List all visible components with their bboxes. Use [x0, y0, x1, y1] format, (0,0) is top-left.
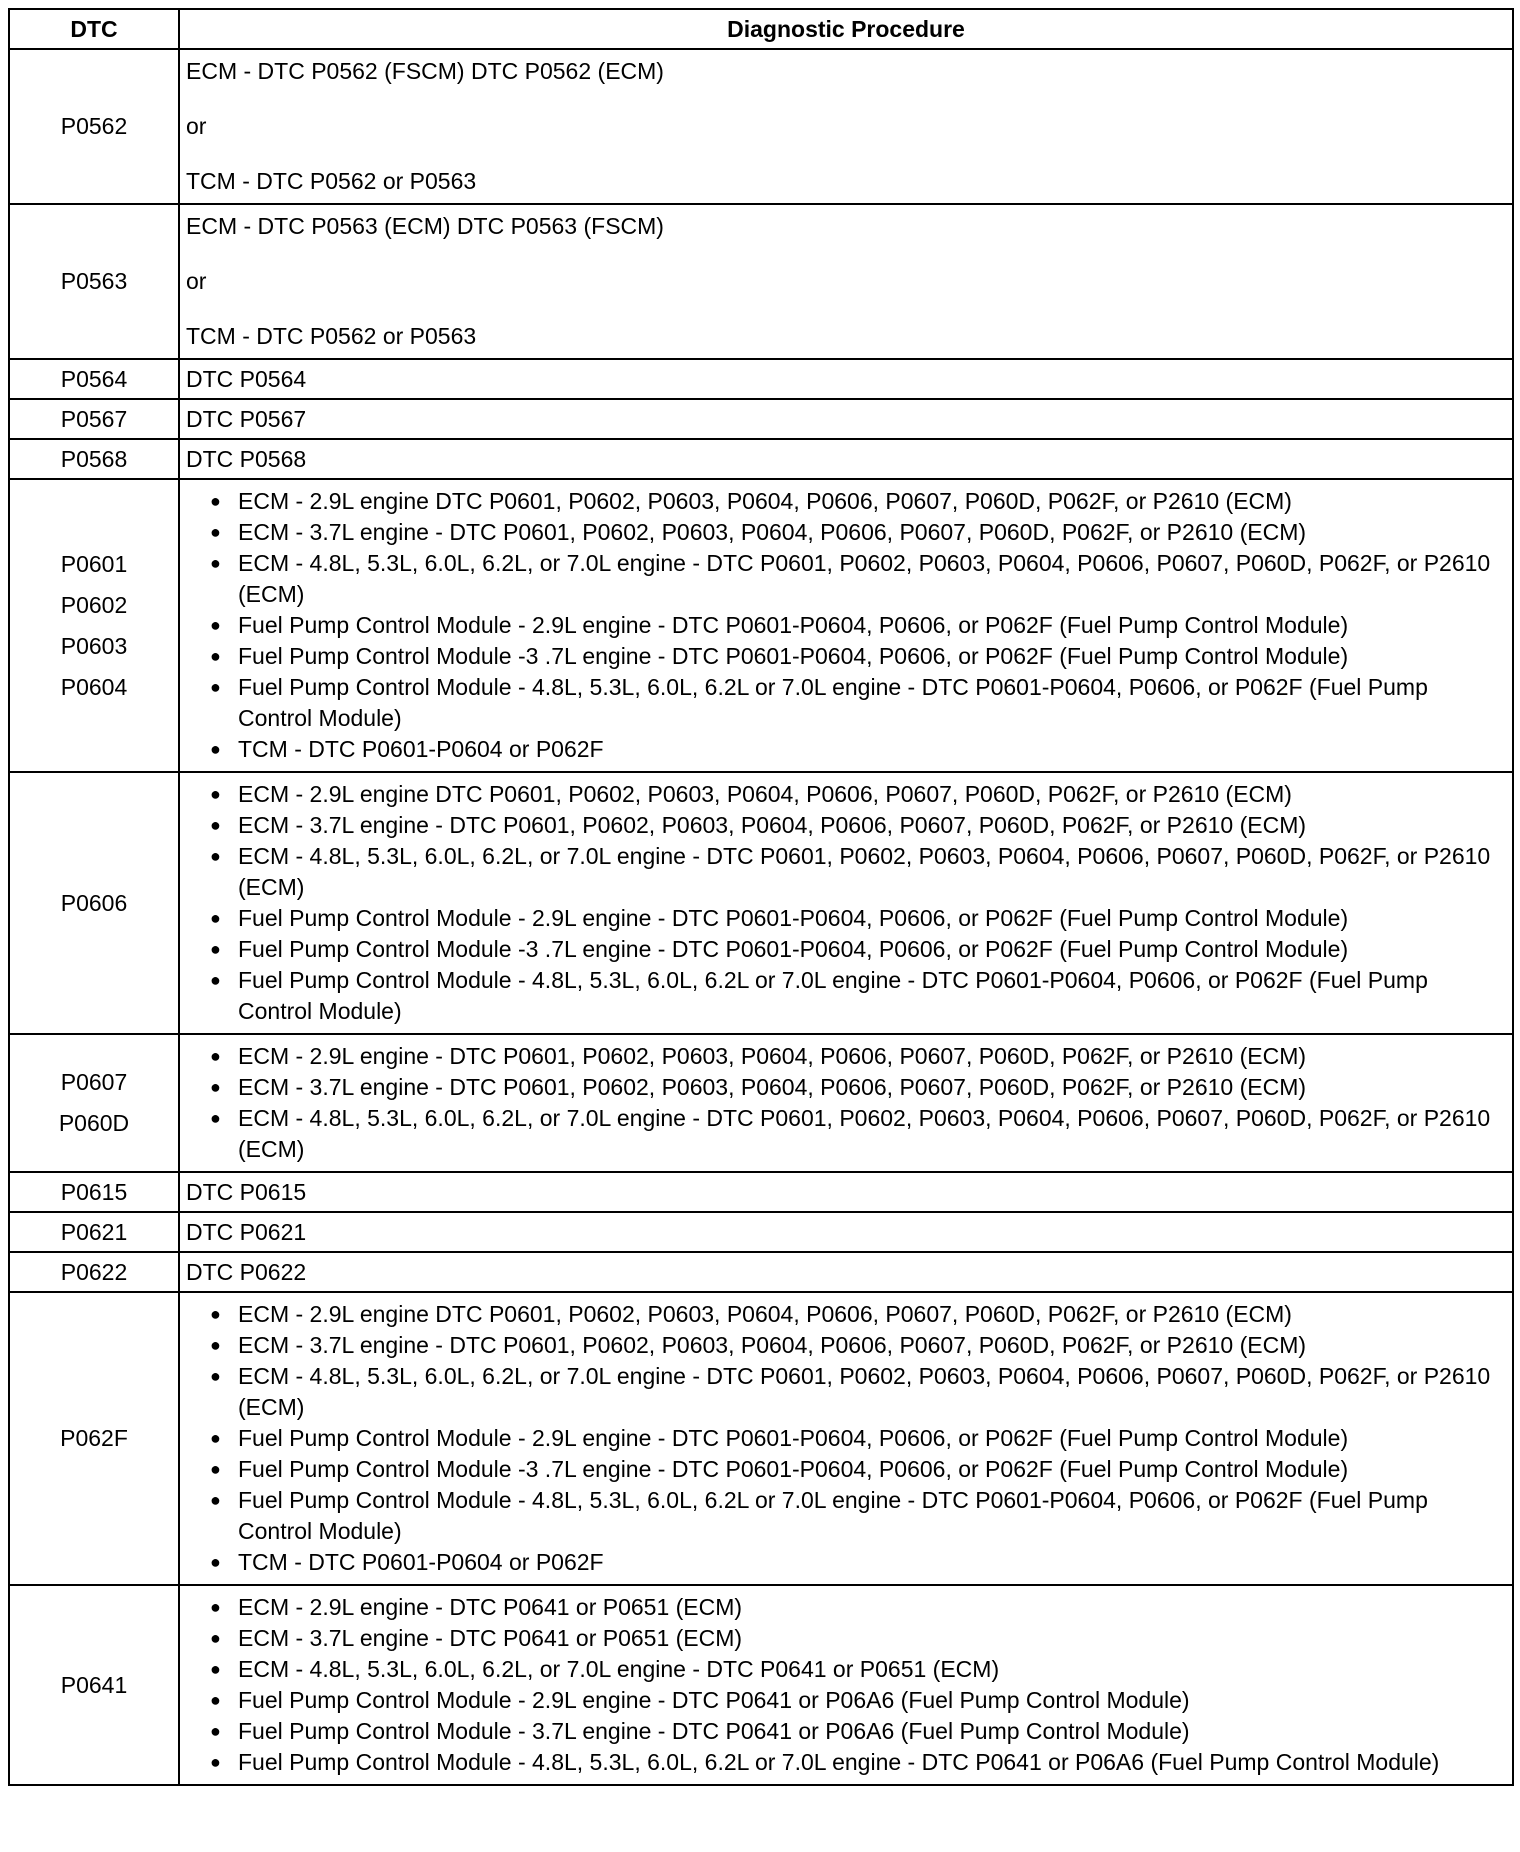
procedure-text: DTC P0567: [186, 405, 307, 432]
procedure-bullet-item: ● Fuel Pump Control Module - 4.8L, 5.3L, 6.0L, 6.2L or 7.0L engine - DTC P0601-P0604, P0606, or P062F (Fuel Pump Control Module): [210, 672, 1504, 734]
dtc-code: P0606: [60, 889, 128, 916]
dtc-column-header: DTC: [9, 9, 179, 49]
procedure-bullet-item: ● ECM - 2.9L engine DTC P0601, P0602, P0603, P0604, P0606, P0607, P060D, P062F, or P2610 (ECM): [210, 779, 1504, 810]
table-row: [9, 1034, 1513, 1172]
procedure-text: or: [186, 113, 207, 139]
dtc-cell: [9, 1585, 179, 1785]
procedure-bullet-item: ● ECM - 3.7L engine - DTC P0601, P0602, P0603, P0604, P0606, P0607, P060D, P062F, or P2610 (ECM): [210, 1072, 1504, 1103]
procedure-text: ECM - DTC P0562 (FSCM) DTC P0562 (ECM): [186, 58, 664, 84]
procedure-cell: [179, 359, 1513, 399]
table-row: [9, 204, 1513, 359]
procedure-bullet-item: ● ECM - 4.8L, 5.3L, 6.0L, 6.2L, or 7.0L engine - DTC P0601, P0602, P0603, P0604, P0606, P0607, P060D, P062F, or P2610 (ECM): [210, 1361, 1504, 1423]
procedure-bullet-item: ● ECM - 3.7L engine - DTC P0601, P0602, P0603, P0604, P0606, P0607, P060D, P062F, or P2610 (ECM): [210, 1330, 1504, 1361]
dtc-code: P0602: [60, 591, 128, 618]
dtc-code: P0564: [60, 365, 128, 392]
procedure-bullet-item: ● Fuel Pump Control Module - 4.8L, 5.3L, 6.0L, 6.2L or 7.0L engine - DTC P0601-P0604, P0606, or P062F (Fuel Pump Control Module): [210, 1485, 1504, 1547]
dtc-table-container: [8, 8, 1512, 1786]
procedure-bullet-list: [186, 1592, 1504, 1778]
dtc-cell: [9, 359, 179, 399]
procedure-bullet-item: ● TCM - DTC P0601-P0604 or P062F: [210, 1547, 1504, 1578]
procedure-bullet-item: ● ECM - 2.9L engine DTC P0601, P0602, P0603, P0604, P0606, P0607, P060D, P062F, or P2610 (ECM): [210, 486, 1504, 517]
procedure-bullet-item: ● Fuel Pump Control Module -3 .7L engine - DTC P0601-P0604, P0606, or P062F (Fuel Pump Control Module): [210, 641, 1504, 672]
table-row: [9, 439, 1513, 479]
procedure-cell: [179, 1172, 1513, 1212]
dtc-cell: [9, 49, 179, 204]
table-body: [9, 49, 1513, 1785]
procedure-cell: [179, 439, 1513, 479]
procedure-bullet-item: ● Fuel Pump Control Module -3 .7L engine - DTC P0601-P0604, P0606, or P062F (Fuel Pump Control Module): [210, 1454, 1504, 1485]
procedure-bullet-item: ● Fuel Pump Control Module -3 .7L engine - DTC P0601-P0604, P0606, or P062F (Fuel Pump Control Module): [210, 934, 1504, 965]
dtc-code: P0603: [60, 632, 128, 659]
dtc-code: P0615: [60, 1178, 128, 1205]
procedure-text: DTC P0615: [186, 1178, 307, 1205]
procedure-text: DTC P0621: [186, 1218, 307, 1245]
dtc-code: P0568: [60, 445, 128, 472]
table-row: [9, 1292, 1513, 1585]
procedure-bullet-list: [186, 779, 1504, 1027]
procedure-text: DTC P0564: [186, 365, 307, 392]
procedure-cell: [179, 49, 1513, 204]
procedure-cell: [179, 1034, 1513, 1172]
dtc-code: P0622: [60, 1258, 128, 1285]
procedure-bullet-item: ● Fuel Pump Control Module - 2.9L engine - DTC P0601-P0604, P0606, or P062F (Fuel Pump Control Module): [210, 610, 1504, 641]
procedure-column-header: Diagnostic Procedure: [179, 9, 1513, 49]
procedure-text: ECM - DTC P0563 (ECM) DTC P0563 (FSCM): [186, 213, 664, 239]
table-row: [9, 1212, 1513, 1252]
dtc-code: P0621: [60, 1218, 128, 1245]
dtc-code: P060D: [58, 1110, 130, 1136]
table-row: [9, 1172, 1513, 1212]
dtc-code: P0641: [60, 1671, 128, 1698]
procedure-bullet-item: ● TCM - DTC P0601-P0604 or P062F: [210, 734, 1504, 765]
procedure-bullet-item: ● ECM - 2.9L engine - DTC P0641 or P0651 (ECM): [210, 1592, 1504, 1623]
procedure-text: DTC P0568: [186, 445, 307, 472]
dtc-cell: [9, 439, 179, 479]
procedure-bullet-list: [186, 1299, 1504, 1578]
table-row: [9, 1585, 1513, 1785]
procedure-cell: [179, 1585, 1513, 1785]
procedure-cell: [179, 479, 1513, 772]
procedure-bullet-item: ● Fuel Pump Control Module - 4.8L, 5.3L, 6.0L, 6.2L or 7.0L engine - DTC P0601-P0604, P0606, or P062F (Fuel Pump Control Module): [210, 965, 1504, 1027]
dtc-cell: [9, 1252, 179, 1292]
dtc-code: P0601: [60, 550, 128, 577]
procedure-cell: [179, 772, 1513, 1034]
dtc-cell: [9, 1292, 179, 1585]
procedure-bullet-item: ● ECM - 3.7L engine - DTC P0641 or P0651 (ECM): [210, 1623, 1504, 1654]
procedure-cell: [179, 399, 1513, 439]
dtc-cell: [9, 772, 179, 1034]
procedure-cell: [179, 204, 1513, 359]
procedure-bullet-item: ● ECM - 4.8L, 5.3L, 6.0L, 6.2L, or 7.0L engine - DTC P0641 or P0651 (ECM): [210, 1654, 1504, 1685]
procedure-bullet-item: ● ECM - 2.9L engine DTC P0601, P0602, P0603, P0604, P0606, P0607, P060D, P062F, or P2610 (ECM): [210, 1299, 1504, 1330]
dtc-code: P0607: [60, 1069, 128, 1095]
dtc-code: P0562: [60, 113, 128, 139]
procedure-bullet-item: ● ECM - 3.7L engine - DTC P0601, P0602, P0603, P0604, P0606, P0607, P060D, P062F, or P2610 (ECM): [210, 517, 1504, 548]
table-row: [9, 359, 1513, 399]
procedure-bullet-item: ● Fuel Pump Control Module - 2.9L engine - DTC P0601-P0604, P0606, or P062F (Fuel Pump Control Module): [210, 903, 1504, 934]
procedure-bullet-item: ● ECM - 4.8L, 5.3L, 6.0L, 6.2L, or 7.0L engine - DTC P0601, P0602, P0603, P0604, P0606, P0607, P060D, P062F, or P2610 (ECM): [210, 1103, 1504, 1165]
table-row: [9, 772, 1513, 1034]
dtc-procedure-table: [8, 8, 1514, 1786]
procedure-bullet-item: ● ECM - 4.8L, 5.3L, 6.0L, 6.2L, or 7.0L engine - DTC P0601, P0602, P0603, P0604, P0606, P0607, P060D, P062F, or P2610 (ECM): [210, 841, 1504, 903]
procedure-bullet-item: ● ECM - 3.7L engine - DTC P0601, P0602, P0603, P0604, P0606, P0607, P060D, P062F, or P2610 (ECM): [210, 810, 1504, 841]
dtc-cell: [9, 1034, 179, 1172]
dtc-cell: [9, 1212, 179, 1252]
procedure-bullet-item: ● ECM - 4.8L, 5.3L, 6.0L, 6.2L, or 7.0L engine - DTC P0601, P0602, P0603, P0604, P0606, P0607, P060D, P062F, or P2610 (ECM): [210, 548, 1504, 610]
procedure-cell: [179, 1212, 1513, 1252]
procedure-bullet-item: ● Fuel Pump Control Module - 3.7L engine - DTC P0641 or P06A6 (Fuel Pump Control Module): [210, 1716, 1504, 1747]
table-row: [9, 1252, 1513, 1292]
table-row: [9, 479, 1513, 772]
dtc-code: P0567: [60, 405, 128, 432]
dtc-code: P0563: [60, 268, 128, 294]
procedure-bullet-item: ● Fuel Pump Control Module - 2.9L engine - DTC P0601-P0604, P0606, or P062F (Fuel Pump Control Module): [210, 1423, 1504, 1454]
procedure-text: TCM - DTC P0562 or P0563: [186, 323, 477, 349]
table-row: [9, 49, 1513, 204]
procedure-cell: [179, 1252, 1513, 1292]
procedure-bullet-item: ● ECM - 2.9L engine - DTC P0601, P0602, P0603, P0604, P0606, P0607, P060D, P062F, or P2610 (ECM): [210, 1041, 1504, 1072]
procedure-text: or: [186, 268, 207, 294]
dtc-cell: [9, 204, 179, 359]
procedure-bullet-item: ● Fuel Pump Control Module - 4.8L, 5.3L, 6.0L, 6.2L or 7.0L engine - DTC P0641 or P06A6 (Fuel Pump Control Module): [210, 1747, 1504, 1778]
dtc-code: P0604: [60, 673, 128, 700]
procedure-bullet-item: ● Fuel Pump Control Module - 2.9L engine - DTC P0641 or P06A6 (Fuel Pump Control Module): [210, 1685, 1504, 1716]
procedure-bullet-list: [186, 486, 1504, 765]
procedure-bullet-list: [186, 1041, 1504, 1165]
procedure-text: DTC P0622: [186, 1258, 307, 1285]
procedure-cell: [179, 1292, 1513, 1585]
procedure-text: TCM - DTC P0562 or P0563: [186, 168, 477, 194]
table-header-row: [9, 9, 1513, 49]
table-row: [9, 399, 1513, 439]
dtc-cell: [9, 479, 179, 772]
dtc-cell: [9, 399, 179, 439]
dtc-code: P062F: [60, 1425, 128, 1451]
dtc-cell: [9, 1172, 179, 1212]
